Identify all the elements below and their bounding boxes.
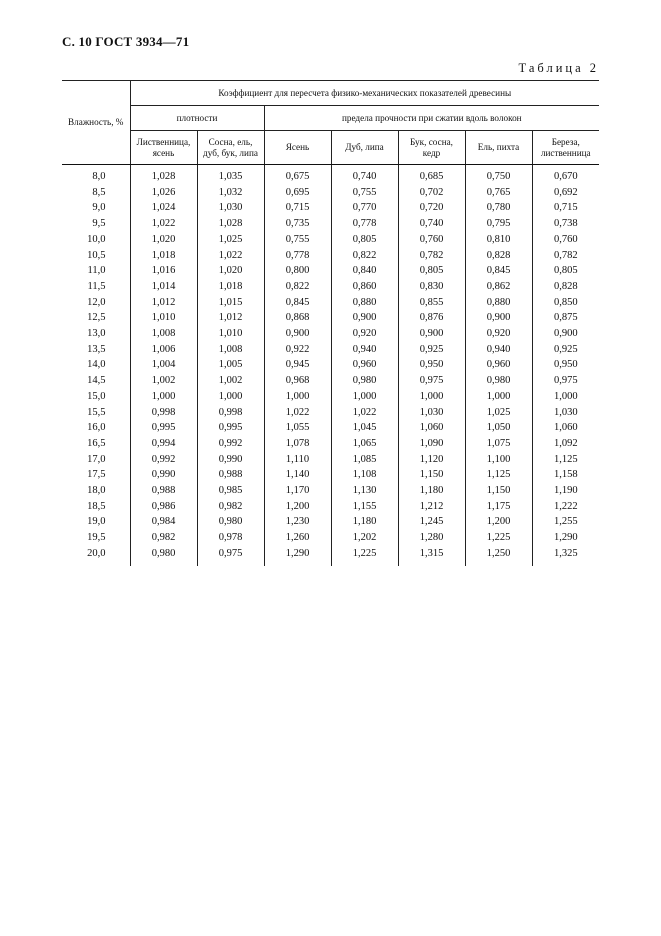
table-row (62, 499, 599, 515)
coefficient-cell: 1,125 (532, 452, 599, 468)
coefficient-cell: 1,008 (130, 326, 197, 342)
coefficient-cell: 0,925 (398, 342, 465, 358)
table-row (62, 248, 599, 264)
coefficient-cell: 0,755 (264, 232, 331, 248)
coefficient-cell: 0,828 (465, 248, 532, 264)
coefficient-cell: 0,922 (264, 342, 331, 358)
coefficient-cell: 0,855 (398, 295, 465, 311)
coefficient-cell: 1,000 (331, 389, 398, 405)
coefficient-cell: 0,920 (465, 326, 532, 342)
coefficient-cell: 1,158 (532, 467, 599, 483)
column-header: Ясень (264, 131, 331, 165)
humidity-header: Влажность, % (62, 81, 130, 165)
coefficient-cell: 0,975 (398, 373, 465, 389)
table-row (62, 420, 599, 436)
coefficient-cell: 1,315 (398, 546, 465, 566)
coefficient-cell: 0,900 (398, 326, 465, 342)
coefficient-cell: 1,050 (465, 420, 532, 436)
coefficient-cell: 1,150 (398, 467, 465, 483)
coefficient-cell: 1,225 (331, 546, 398, 566)
coefficient-cell: 0,805 (532, 263, 599, 279)
column-header: Сосна, ель, дуб, бук, липа (197, 131, 264, 165)
coefficient-cell: 0,778 (264, 248, 331, 264)
table-row (62, 389, 599, 405)
coefficient-cell: 1,280 (398, 530, 465, 546)
coefficient-cell: 1,065 (331, 436, 398, 452)
column-header: Береза, лиственница (532, 131, 599, 165)
coefficient-cell: 0,782 (532, 248, 599, 264)
coefficient-cell: 0,960 (465, 357, 532, 373)
table-caption: Таблица 2 (518, 61, 599, 75)
coefficient-cell: 1,025 (197, 232, 264, 248)
humidity-cell: 13,5 (87, 343, 106, 355)
coefficient-cell: 0,715 (264, 200, 331, 216)
coefficient-cell: 0,805 (331, 232, 398, 248)
humidity-cell: 17,5 (87, 469, 106, 481)
coefficient-cell: 0,945 (264, 357, 331, 373)
coefficient-cell: 0,876 (398, 310, 465, 326)
coefficient-cell: 0,925 (532, 342, 599, 358)
coefficient-cell: 0,992 (130, 452, 197, 468)
coefficient-cell: 0,735 (264, 216, 331, 232)
coefficient-cell: 0,860 (331, 279, 398, 295)
coefficient-cell: 0,720 (398, 200, 465, 216)
coefficient-cell: 1,002 (197, 373, 264, 389)
coefficient-cell: 1,022 (264, 405, 331, 421)
coefficient-cell: 0,715 (532, 200, 599, 216)
coefficient-cell: 0,900 (532, 326, 599, 342)
column-header: Дуб, липа (331, 131, 398, 165)
coefficient-cell: 1,130 (331, 483, 398, 499)
coefficient-cell: 0,980 (465, 373, 532, 389)
humidity-cell: 11,0 (87, 265, 106, 277)
coefficient-cell: 0,982 (197, 499, 264, 515)
table-row (62, 452, 599, 468)
column-header: Ель, пихта (465, 131, 532, 165)
humidity-cell: 11,5 (87, 280, 106, 292)
humidity-cell: 16,0 (87, 422, 106, 434)
humidity-cell: 13,0 (87, 328, 106, 340)
humidity-cell: 19,5 (87, 532, 106, 544)
table-row (62, 546, 599, 566)
table-row (62, 263, 599, 279)
humidity-cell: 17,0 (87, 453, 106, 465)
coefficient-cell: 0,998 (130, 405, 197, 421)
coefficient-cell: 1,202 (331, 530, 398, 546)
coefficient-cell: 0,880 (331, 295, 398, 311)
table-row (62, 295, 599, 311)
coefficient-cell: 0,770 (331, 200, 398, 216)
coefficient-cell: 0,940 (331, 342, 398, 358)
coefficient-cell: 0,988 (130, 483, 197, 499)
coefficient-cell: 1,290 (264, 546, 331, 566)
coefficient-cell: 0,685 (398, 165, 465, 185)
coefficient-cell: 1,045 (331, 420, 398, 436)
coefficient-cell: 0,840 (331, 263, 398, 279)
humidity-cell: 12,5 (87, 312, 106, 324)
table-row (62, 232, 599, 248)
coefficient-cell: 1,030 (197, 200, 264, 216)
coefficient-cell: 1,225 (465, 530, 532, 546)
table-row (62, 357, 599, 373)
coefficient-cell: 1,020 (197, 263, 264, 279)
conversion-table (62, 80, 599, 566)
table-row (62, 530, 599, 546)
coefficient-cell: 0,900 (264, 326, 331, 342)
coefficient-cell: 1,022 (331, 405, 398, 421)
coefficient-cell: 1,190 (532, 483, 599, 499)
coefficient-cell: 0,702 (398, 185, 465, 201)
density-header: плотности (130, 106, 264, 131)
coefficient-cell: 1,000 (130, 389, 197, 405)
coefficient-cell: 0,760 (532, 232, 599, 248)
coefficient-cell: 0,810 (465, 232, 532, 248)
coefficient-cell: 0,980 (331, 373, 398, 389)
table-row (62, 405, 599, 421)
coefficient-cell: 1,000 (532, 389, 599, 405)
humidity-cell: 16,5 (87, 437, 106, 449)
humidity-cell: 9,0 (92, 202, 106, 214)
table-row (62, 216, 599, 232)
coefficient-cell: 0,800 (264, 263, 331, 279)
humidity-cell: 14,5 (87, 375, 106, 387)
coefficient-cell: 1,100 (465, 452, 532, 468)
coefficient-cell: 0,900 (465, 310, 532, 326)
coefficient-cell: 0,988 (197, 467, 264, 483)
coefficient-cell: 0,675 (264, 165, 331, 185)
coefficient-cell: 1,020 (130, 232, 197, 248)
coefficient-cell: 0,755 (331, 185, 398, 201)
column-header: Лиственница, ясень (130, 131, 197, 165)
coefficient-cell: 0,765 (465, 185, 532, 201)
coefficient-cell: 0,760 (398, 232, 465, 248)
coefficient-cell: 1,260 (264, 530, 331, 546)
coefficient-cell: 0,985 (197, 483, 264, 499)
coefficient-cell: 1,250 (465, 546, 532, 566)
humidity-cell: 19,0 (87, 516, 106, 528)
coefficient-cell: 1,022 (197, 248, 264, 264)
table-body (62, 165, 599, 566)
coefficient-cell: 1,092 (532, 436, 599, 452)
table-row (62, 342, 599, 358)
coefficient-cell: 0,880 (465, 295, 532, 311)
coefficient-cell: 0,830 (398, 279, 465, 295)
coefficient-cell: 0,805 (398, 263, 465, 279)
table-row (62, 279, 599, 295)
coefficient-cell: 0,975 (532, 373, 599, 389)
coefficient-cell: 1,022 (130, 216, 197, 232)
table-row (62, 483, 599, 499)
table-row (62, 185, 599, 201)
coefficient-cell: 1,125 (465, 467, 532, 483)
coefficient-cell: 1,230 (264, 514, 331, 530)
coefficient-cell: 0,995 (130, 420, 197, 436)
coefficient-cell: 1,028 (130, 165, 197, 185)
coefficient-cell: 0,986 (130, 499, 197, 515)
coefficient-cell: 0,968 (264, 373, 331, 389)
coefficient-cell: 0,778 (331, 216, 398, 232)
coefficient-cell: 1,120 (398, 452, 465, 468)
table-row (62, 310, 599, 326)
coefficient-cell: 0,980 (197, 514, 264, 530)
coefficient-cell: 1,014 (130, 279, 197, 295)
coefficient-cell: 0,822 (331, 248, 398, 264)
coefficient-cell: 1,000 (197, 389, 264, 405)
coefficient-cell: 1,018 (130, 248, 197, 264)
coefficient-group-header: Коэффициент для пересчета физико-механических показателей древесины (130, 81, 599, 106)
coefficient-cell: 0,695 (264, 185, 331, 201)
coefficient-cell: 1,075 (465, 436, 532, 452)
page-header: С. 10 ГОСТ 3934—71 (62, 34, 190, 49)
humidity-cell: 15,0 (87, 390, 106, 402)
coefficient-cell: 0,738 (532, 216, 599, 232)
coefficient-cell: 0,982 (130, 530, 197, 546)
coefficient-cell: 0,782 (398, 248, 465, 264)
coefficient-cell: 1,004 (130, 357, 197, 373)
humidity-cell: 8,0 (92, 171, 106, 182)
column-header: Бук, сосна, кедр (398, 131, 465, 165)
humidity-cell: 8,5 (92, 186, 106, 198)
coefficient-cell: 0,992 (197, 436, 264, 452)
coefficient-cell: 0,990 (197, 452, 264, 468)
coefficient-cell: 0,990 (130, 467, 197, 483)
humidity-cell: 10,5 (87, 249, 106, 261)
coefficient-cell: 1,200 (264, 499, 331, 515)
coefficient-cell: 0,998 (197, 405, 264, 421)
coefficient-cell: 0,670 (532, 165, 599, 185)
coefficient-cell: 1,005 (197, 357, 264, 373)
coefficient-cell: 1,012 (130, 295, 197, 311)
coefficient-cell: 1,212 (398, 499, 465, 515)
coefficient-cell: 1,078 (264, 436, 331, 452)
table-row (62, 326, 599, 342)
coefficient-cell: 0,875 (532, 310, 599, 326)
coefficient-cell: 1,200 (465, 514, 532, 530)
coefficient-cell: 0,795 (465, 216, 532, 232)
coefficient-cell: 1,010 (197, 326, 264, 342)
coefficient-cell: 0,845 (465, 263, 532, 279)
humidity-cell: 9,5 (92, 218, 106, 230)
humidity-cell: 18,0 (87, 485, 106, 497)
coefficient-cell: 0,780 (465, 200, 532, 216)
coefficient-cell: 0,850 (532, 295, 599, 311)
coefficient-cell: 0,750 (465, 165, 532, 185)
coefficient-cell: 1,170 (264, 483, 331, 499)
humidity-cell: 12,0 (87, 296, 106, 308)
coefficient-cell: 1,000 (465, 389, 532, 405)
coefficient-cell: 0,822 (264, 279, 331, 295)
coefficient-cell: 0,828 (532, 279, 599, 295)
table-row (62, 514, 599, 530)
coefficient-cell: 1,060 (398, 420, 465, 436)
coefficient-cell: 0,994 (130, 436, 197, 452)
coefficient-cell: 1,018 (197, 279, 264, 295)
coefficient-cell: 0,920 (331, 326, 398, 342)
humidity-cell: 15,5 (87, 406, 106, 418)
coefficient-cell: 1,026 (130, 185, 197, 201)
coefficient-cell: 0,975 (197, 546, 264, 566)
coefficient-cell: 0,960 (331, 357, 398, 373)
table-row (62, 467, 599, 483)
coefficient-cell: 1,180 (331, 514, 398, 530)
coefficient-cell: 0,995 (197, 420, 264, 436)
coefficient-cell: 0,740 (398, 216, 465, 232)
coefficient-cell: 0,692 (532, 185, 599, 201)
coefficient-cell: 1,015 (197, 295, 264, 311)
humidity-cell: 18,5 (87, 500, 106, 512)
coefficient-cell: 1,008 (197, 342, 264, 358)
coefficient-cell: 1,002 (130, 373, 197, 389)
table-row (62, 373, 599, 389)
coefficient-cell: 1,140 (264, 467, 331, 483)
coefficient-cell: 0,845 (264, 295, 331, 311)
table-row (62, 436, 599, 452)
coefficient-cell: 1,006 (130, 342, 197, 358)
coefficient-cell: 1,032 (197, 185, 264, 201)
coefficient-cell: 0,900 (331, 310, 398, 326)
coefficient-cell: 1,108 (331, 467, 398, 483)
strength-header: предела прочности при сжатии вдоль волокон (264, 106, 599, 131)
coefficient-cell: 1,030 (532, 405, 599, 421)
coefficient-cell: 0,940 (465, 342, 532, 358)
coefficient-cell: 0,862 (465, 279, 532, 295)
coefficient-cell: 1,175 (465, 499, 532, 515)
coefficient-cell: 1,290 (532, 530, 599, 546)
coefficient-cell: 1,085 (331, 452, 398, 468)
coefficient-cell: 0,950 (532, 357, 599, 373)
coefficient-cell: 1,035 (197, 165, 264, 185)
coefficient-cell: 0,868 (264, 310, 331, 326)
coefficient-cell: 1,016 (130, 263, 197, 279)
humidity-cell: 10,0 (87, 233, 106, 245)
coefficient-cell: 1,028 (197, 216, 264, 232)
coefficient-cell: 1,030 (398, 405, 465, 421)
coefficient-cell: 1,000 (264, 389, 331, 405)
humidity-cell: 20,0 (87, 547, 106, 559)
coefficient-cell: 1,012 (197, 310, 264, 326)
coefficient-cell: 1,110 (264, 452, 331, 468)
coefficient-cell: 1,255 (532, 514, 599, 530)
coefficient-cell: 1,150 (465, 483, 532, 499)
coefficient-cell: 0,950 (398, 357, 465, 373)
coefficient-cell: 1,222 (532, 499, 599, 515)
table-row (62, 200, 599, 216)
coefficient-cell: 1,000 (398, 389, 465, 405)
coefficient-cell: 0,984 (130, 514, 197, 530)
coefficient-cell: 1,060 (532, 420, 599, 436)
coefficient-cell: 0,980 (130, 546, 197, 566)
coefficient-cell: 1,155 (331, 499, 398, 515)
coefficient-cell: 0,740 (331, 165, 398, 185)
coefficient-cell: 1,024 (130, 200, 197, 216)
humidity-cell: 14,0 (87, 359, 106, 371)
coefficient-cell: 1,010 (130, 310, 197, 326)
coefficient-cell: 1,325 (532, 546, 599, 566)
coefficient-cell: 1,025 (465, 405, 532, 421)
coefficient-cell: 0,978 (197, 530, 264, 546)
coefficient-cell: 1,245 (398, 514, 465, 530)
coefficient-cell: 1,180 (398, 483, 465, 499)
table-row (62, 165, 599, 185)
coefficient-cell: 1,055 (264, 420, 331, 436)
coefficient-cell: 1,090 (398, 436, 465, 452)
